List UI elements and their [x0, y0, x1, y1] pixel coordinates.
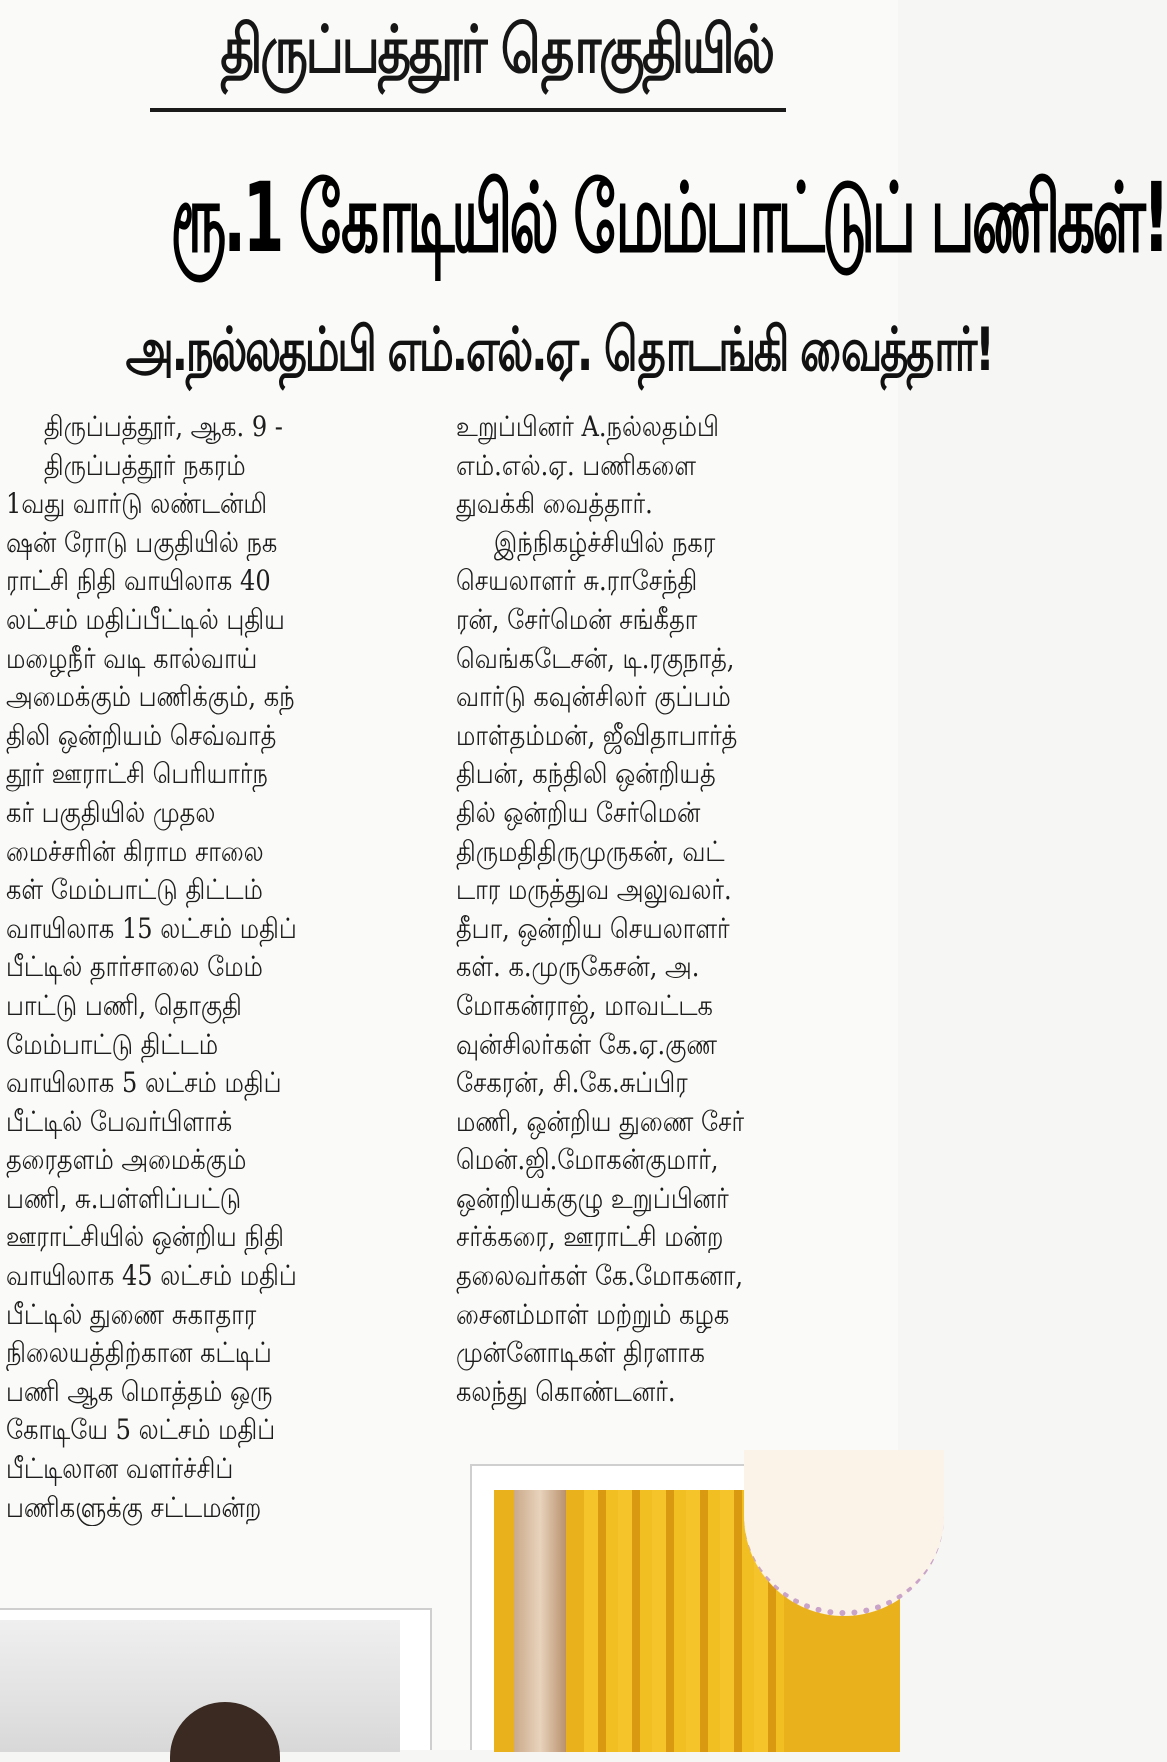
article-line: திருப்பத்தூர் நகரம்	[43, 448, 246, 482]
article-line: கள். க.முருகேசன், அ.	[456, 950, 700, 984]
article-line: உறுப்பினர் A.நல்லதம்பி	[456, 410, 719, 443]
article-line: தூர் ஊராட்சி பெரியார்ந	[6, 757, 268, 791]
article-line: கர் பகுதியில் முதல	[6, 795, 216, 829]
article-line: சேகரன், சி.கே.சுப்பிர	[456, 1066, 688, 1100]
news-photo-left	[0, 1608, 432, 1750]
article-line: சர்க்கரை, ஊராட்சி மன்ற	[456, 1220, 724, 1254]
article-line: பீட்டில் தார்சாலை மேம்	[6, 950, 263, 984]
sub-headline: அ.நல்லதம்பி எம்.எல்.ஏ. தொடங்கி வைத்தார்!	[125, 315, 993, 385]
article-line: ரன், சேர்மென் சங்கீதா	[456, 602, 698, 636]
article-line: பீட்டில் பேவர்பிளாக்	[6, 1104, 233, 1138]
decorated-pole	[514, 1490, 566, 1752]
article-line: திருப்பத்தூர், ஆக. 9 -	[43, 410, 283, 443]
article-line: வாயிலாக 5 லட்சம் மதிப்	[6, 1066, 282, 1100]
article-line: வாயிலாக 45 லட்சம் மதிப்	[6, 1259, 297, 1293]
article-line: கலந்து கொண்டனர்.	[456, 1374, 676, 1408]
article-line: ஒன்றியக்குழு உறுப்பினர்	[456, 1181, 729, 1215]
article-line: மாள்தம்மன், ஜீவிதாபார்த்	[456, 718, 738, 752]
article-line: மழைநீர் வடி கால்வாய்	[6, 641, 258, 675]
article-column-right	[456, 408, 896, 1411]
article-line: கோடியே 5 லட்சம் மதிப்	[6, 1413, 276, 1447]
article-line: திபன், கந்திலி ஒன்றியத்	[456, 757, 716, 791]
article-line: நிலையத்திற்கான கட்டிப்	[6, 1336, 272, 1370]
article-line: இந்நிகழ்ச்சியில் நகர	[493, 525, 716, 559]
article-line: பீட்டிலான வளர்ச்சிப்	[6, 1452, 234, 1486]
article-line: தரைதளம் அமைக்கும்	[6, 1143, 247, 1177]
article-line: வாயிலாக 15 லட்சம் மதிப்	[6, 911, 297, 945]
article-line: முன்னோடிகள் திரளாக	[456, 1336, 705, 1370]
article-line: மணி, ஒன்றிய துணை சேர்	[456, 1104, 745, 1138]
article-line: பீட்டில் துணை சுகாதார	[6, 1297, 257, 1331]
article-line: வுன்சிலர்கள் கே.ஏ.குண	[456, 1027, 718, 1061]
article-line: பணி ஆக மொத்தம் ஒரு	[6, 1374, 273, 1408]
article-line: 1வது வார்டு லண்டன்மி	[6, 487, 268, 521]
article-line: சைனம்மாள் மற்றும் கழக	[456, 1297, 730, 1331]
article-line: வார்டு கவுன்சிலர் குப்பம்	[456, 680, 731, 714]
article-line: கள் மேம்பாட்டு திட்டம்	[6, 873, 263, 907]
article-line: தலைவர்கள் கே.மோகனா,	[456, 1259, 744, 1293]
news-photo-right	[470, 1464, 898, 1750]
article-line: மோகன்ராஜ், மாவட்டக	[456, 988, 713, 1022]
article-line: ஊராட்சியில் ஒன்றிய நிதி	[6, 1220, 284, 1254]
article-line: துவக்கி வைத்தார்.	[456, 487, 653, 521]
photo-stage	[494, 1490, 900, 1752]
article-line: மேம்பாட்டு திட்டம்	[6, 1027, 219, 1061]
article-column-left	[6, 408, 436, 1527]
article-line: அமைக்கும் பணிக்கும், கந்	[6, 680, 295, 714]
article-line: பாட்டு பணி, தொகுதி	[6, 988, 242, 1022]
article-line: டார மருத்துவ அலுவலர்.	[456, 873, 732, 907]
article-line: தில் ஒன்றிய சேர்மென்	[456, 795, 701, 829]
article-line: ராட்சி நிதி வாயிலாக 40	[6, 564, 271, 598]
article-line: லட்சம் மதிப்பீட்டில் புதிய	[6, 602, 285, 636]
article-line: வெங்கடேசன், டி.ரகுநாத்,	[456, 641, 735, 675]
article-line: திலி ஒன்றியம் செவ்வாத்	[6, 718, 277, 752]
article-line: தீபா, ஒன்றிய செயலாளர்	[456, 911, 730, 945]
article-line: செயலாளர் சு.ராசேந்தி	[456, 564, 698, 598]
article-line: திருமதிதிருமுருகன், வட்	[456, 834, 725, 868]
kicker-headline: திருப்பத்தூர் தொகுதியில்	[220, 11, 773, 88]
article-line: பணி, சு.பள்ளிப்பட்டு	[6, 1181, 242, 1215]
article-line: மென்.ஜி.மோகன்குமார்,	[456, 1143, 719, 1177]
kicker-underline	[150, 108, 786, 112]
article-line: எம்.எல்.ஏ. பணிகளை	[456, 448, 696, 482]
article-line: பணிகளுக்கு சட்டமன்ற	[6, 1490, 262, 1524]
article-line: மைச்சரின் கிராம சாலை	[6, 834, 264, 868]
main-headline: ரூ.1 கோடியில் மேம்பாட்டுப் பணிகள்!	[170, 162, 1167, 274]
article-line: ஷன் ரோடு பகுதியில் நக	[6, 525, 278, 559]
